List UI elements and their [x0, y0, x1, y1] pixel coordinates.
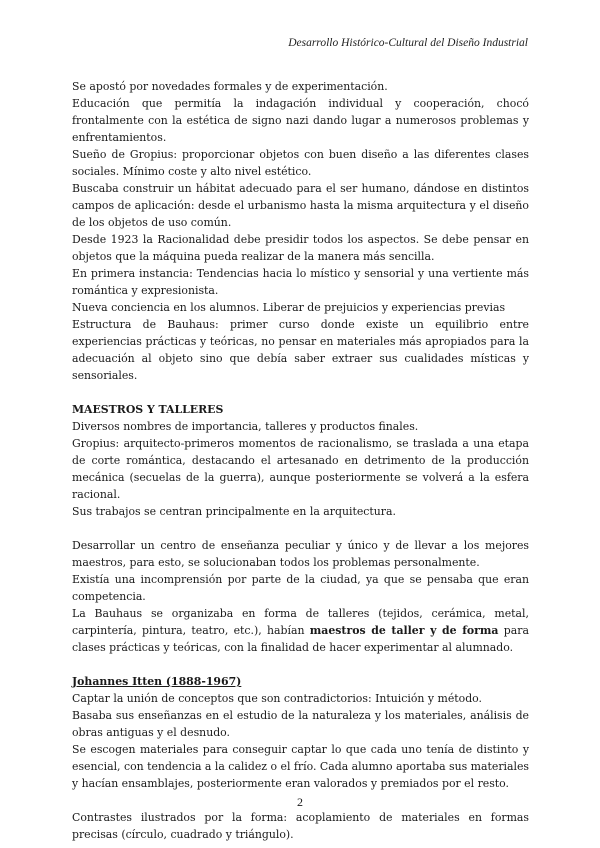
paragraph: Gropius: arquitecto-primeros momentos de racionalismo, se traslada a una etapa de corte romántica, destacando el artesanado en detrimento de la producción mecánica (secuelas de la guerra), aunque posteriormente se volverá a la esfera racional.	[72, 437, 529, 501]
paragraph: Sueño de Gropius: proporcionar objetos con buen diseño a las diferentes clases sociales. Mínimo coste y alto nivel estético.	[72, 148, 529, 178]
running-header: Desarrollo Histórico-Cultural del Diseño Industrial	[288, 37, 528, 49]
text-run: La Bauhaus se organizaba en forma de talleres (tejidos, cerámica, metal, carpintería, pintura, teatro, etc.), habían	[72, 607, 529, 637]
spacer	[72, 656, 529, 673]
paragraph: Captar la unión de conceptos que son contradictorios: Intuición y método.	[72, 692, 482, 705]
text-run: para clases prácticas y teóricas, con la finalidad de hacer experimentar al alumnado.	[72, 624, 529, 654]
page-number: 2	[297, 795, 303, 809]
spacer	[72, 520, 529, 537]
paragraph: Estructura de Bauhaus: primer curso donde existe un equilibrio entre experiencias prácticas y teóricas, no pensar en materiales más apropiados para la adecuación al objeto sino que debía saber extraer sus cualidades místicas y sensoriales.	[72, 318, 529, 382]
bold-text: maestros de taller y de forma	[309, 624, 499, 637]
paragraph: Educación que permitía la indagación individual y cooperación, chocó frontalmente con la estética de signo nazi dando lugar a numerosos problemas y enfrentamientos.	[72, 97, 529, 144]
paragraph	[72, 605, 529, 656]
paragraph: Se apostó por novedades formales y de experimentación.	[72, 80, 388, 93]
paragraph: Nueva conciencia en los alumnos. Liberar de prejuicios y experiencias previas	[72, 301, 506, 314]
document-body	[72, 78, 529, 843]
paragraph: Basaba sus enseñanzas en el estudio de la naturaleza y los materiales, análisis de obras antiguas y el desnudo.	[72, 709, 529, 739]
section-heading-maestros: MAESTROS Y TALLERES	[72, 403, 224, 416]
spacer	[72, 384, 529, 401]
paragraph: Se escogen materiales para conseguir captar lo que cada uno tenía de distinto y esencial, con tendencia a la calidez o el frío. Cada alumno aportaba sus materiales y hacían ensamblajes, posteriormente eran valorados y premiados por el resto.	[72, 743, 530, 790]
paragraph: Buscaba construir un hábitat adecuado para el ser humano, dándose en distintos campos de aplicación: desde el urbanismo hasta la misma arquitectura y el diseño de los objetos de uso común.	[72, 182, 529, 229]
paragraph: Contrastes ilustrados por la forma: acoplamiento de materiales en formas precisas (círculo, cuadrado y triángulo).	[72, 811, 529, 841]
paragraph: Existía una incomprensión por parte de la ciudad, ya que se pensaba que eran competencia.	[72, 573, 529, 603]
paragraph: Desde 1923 la Racionalidad debe presidir todos los aspectos. Se debe pensar en objetos que la máquina pueda realizar de la manera más sencilla.	[72, 233, 529, 263]
paragraph: Desarrollar un centro de enseñanza peculiar y único y de llevar a los mejores maestros, para esto, se solucionaban todos los problemas personalmente.	[72, 539, 529, 569]
section-heading-itten: Johannes Itten (1888-1967)	[72, 675, 242, 688]
paragraph: En primera instancia: Tendencias hacia lo místico y sensorial y una vertiente más romántica y expresionista.	[72, 267, 529, 297]
paragraph: Diversos nombres de importancia, talleres y productos finales.	[72, 420, 419, 433]
paragraph: Sus trabajos se centran principalmente en la arquitectura.	[72, 505, 396, 518]
